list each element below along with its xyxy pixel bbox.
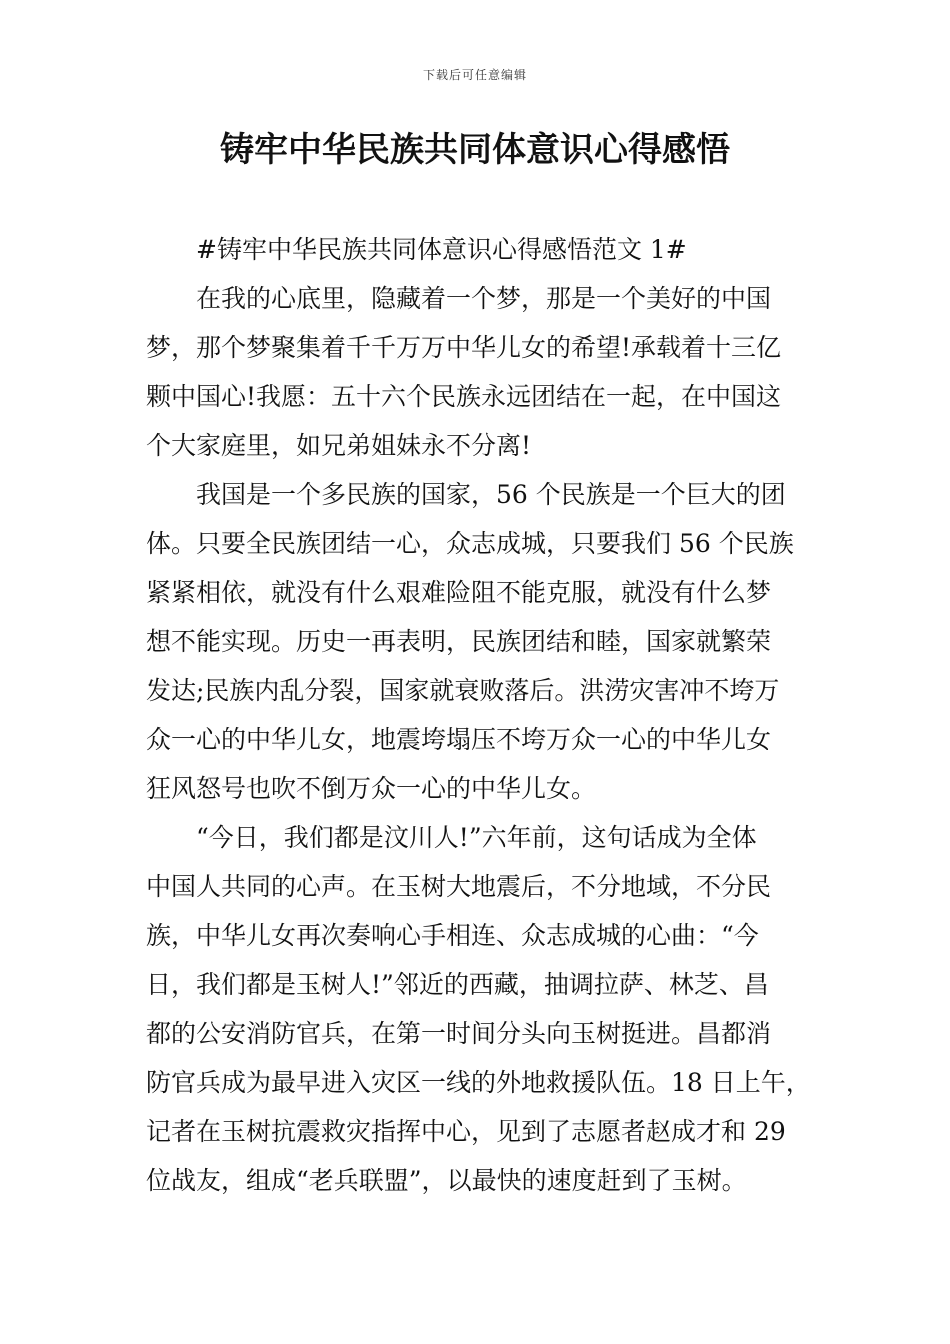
text-line: 个大家庭里，如兄弟姐妹永不分离! — [146, 431, 532, 460]
text-line: 颗中国心!我愿：五十六个民族永远团结在一起，在中国这 — [146, 382, 782, 411]
text-line: 紧紧相依，就没有什么艰难险阻不能克服，就没有什么梦 — [146, 578, 772, 607]
text-line: 防官兵成为最早进入灾区一线的外地救援队伍。18 日上午， — [146, 1068, 811, 1097]
text-line: 众一心的中华儿女，地震垮塌压不垮万众一心的中华儿女 — [146, 725, 772, 754]
paragraph — [146, 813, 826, 1205]
header-note: 下载后可任意编辑 — [422, 68, 527, 82]
document-title: 铸牢中华民族共同体意识心得感悟 — [220, 130, 730, 170]
text-line: 想不能实现。历史一再表明，民族团结和睦，国家就繁荣 — [146, 627, 772, 656]
document-body — [146, 225, 826, 1205]
text-line: 梦，那个梦聚集着千千万万中华儿女的希望!承载着十三亿 — [146, 333, 782, 362]
text-line: 族，中华儿女再次奏响心手相连、众志成城的心曲：“今 — [146, 921, 759, 950]
text-line: 中国人共同的心声。在玉树大地震后，不分地域，不分民 — [146, 872, 772, 901]
text-line: 在我的心底里，隐藏着一个梦，那是一个美好的中国 — [196, 284, 772, 313]
paragraph-heading — [146, 225, 826, 274]
paragraph — [146, 470, 826, 813]
text-line: 发达;民族内乱分裂，国家就衰败落后。洪涝灾害冲不垮万 — [146, 676, 780, 705]
text-line: 狂风怒号也吹不倒万众一心的中华儿女。 — [146, 774, 597, 803]
paragraph — [146, 274, 826, 470]
text-line: “今日，我们都是汶川人!”六年前，这句话成为全体 — [196, 823, 757, 852]
text-line: 体。只要全民族团结一心，众志成城，只要我们 56 个民族 — [146, 529, 794, 558]
text-line: 都的公安消防官兵，在第一时间分头向玉树挺进。昌都消 — [146, 1019, 772, 1048]
text-line: #铸牢中华民族共同体意识心得感悟范文 1# — [196, 235, 687, 264]
text-line: 我国是一个多民族的国家，56 个民族是一个巨大的团 — [196, 480, 786, 509]
text-line: 日，我们都是玉树人!”邻近的西藏，抽调拉萨、林芝、昌 — [146, 970, 769, 999]
text-line: 位战友，组成“老兵联盟”，以最快的速度赶到了玉树。 — [146, 1166, 747, 1195]
text-line: 记者在玉树抗震救灾指挥中心，见到了志愿者赵成才和 29 — [146, 1117, 786, 1146]
